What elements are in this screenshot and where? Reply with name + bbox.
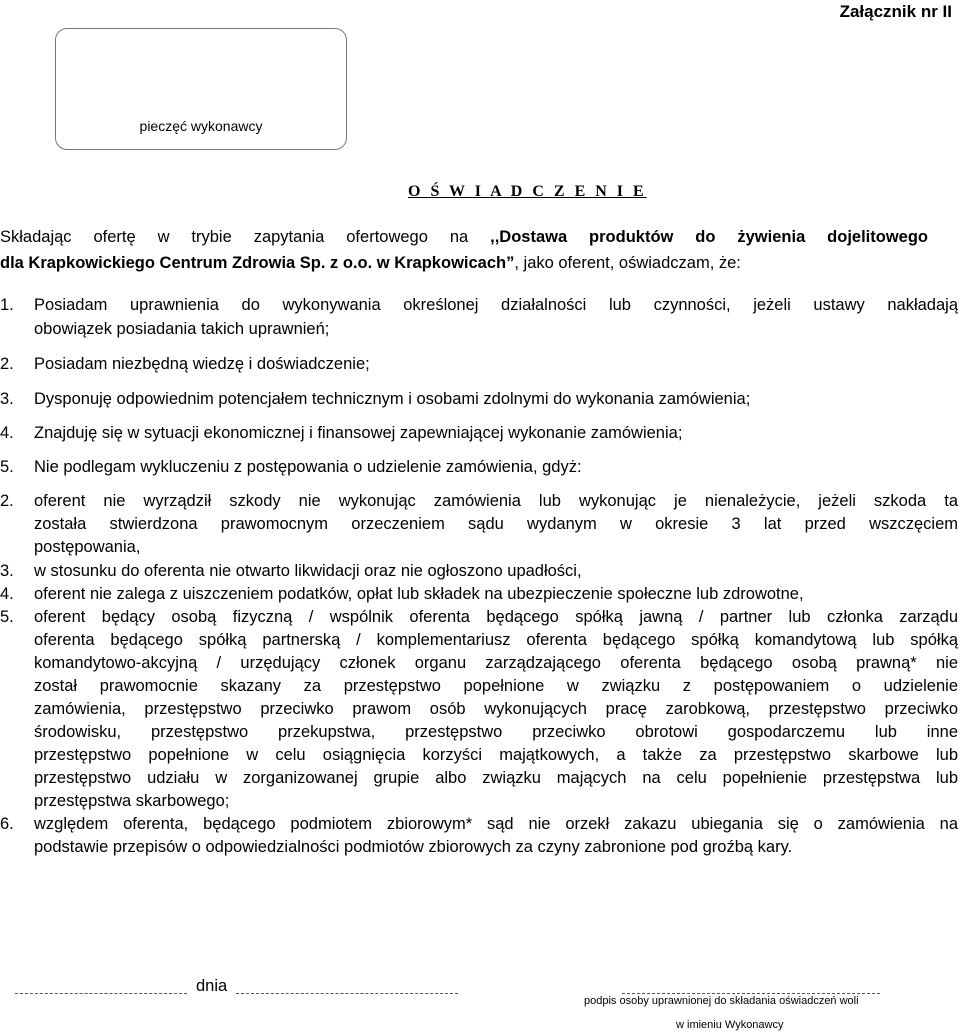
- signature-dotted-line: [622, 993, 880, 994]
- intro-line-2: [0, 254, 960, 273]
- intro-line-1: [0, 228, 928, 247]
- list-item: 1. Posiadam uprawnienia do wykonywania określonej działalności lub czynności, jeżeli ustawy nakładają: [0, 296, 958, 314]
- document-title: O Ś W I A D C Z E N I E: [408, 183, 647, 200]
- signature-caption: podpis osoby uprawnionej do składania oświadczeń woli: [584, 995, 859, 1007]
- intro-bold-2: dla Krapkowickiego Centrum Zdrowia Sp. z o.o. w Krapkowicach”: [0, 254, 515, 272]
- date-dotted-line: [236, 993, 458, 994]
- intro-bold-1: ,,Dostawa produktów do żywienia dojelitowego: [490, 228, 928, 246]
- intro-suffix: , jako oferent, oświadczam, że:: [514, 254, 741, 272]
- intro-prefix: Składając ofertę w trybie zapytania ofertowego na: [0, 228, 491, 246]
- place-dotted-line: [15, 993, 187, 994]
- stamp-label: pieczęć wykonawcy: [139, 118, 263, 134]
- signature-caption-2: w imieniu Wykonawcy: [676, 1019, 784, 1031]
- date-label: dnia: [196, 977, 228, 995]
- annex-label: Załącznik nr II: [839, 2, 952, 21]
- stamp-box: [55, 28, 347, 150]
